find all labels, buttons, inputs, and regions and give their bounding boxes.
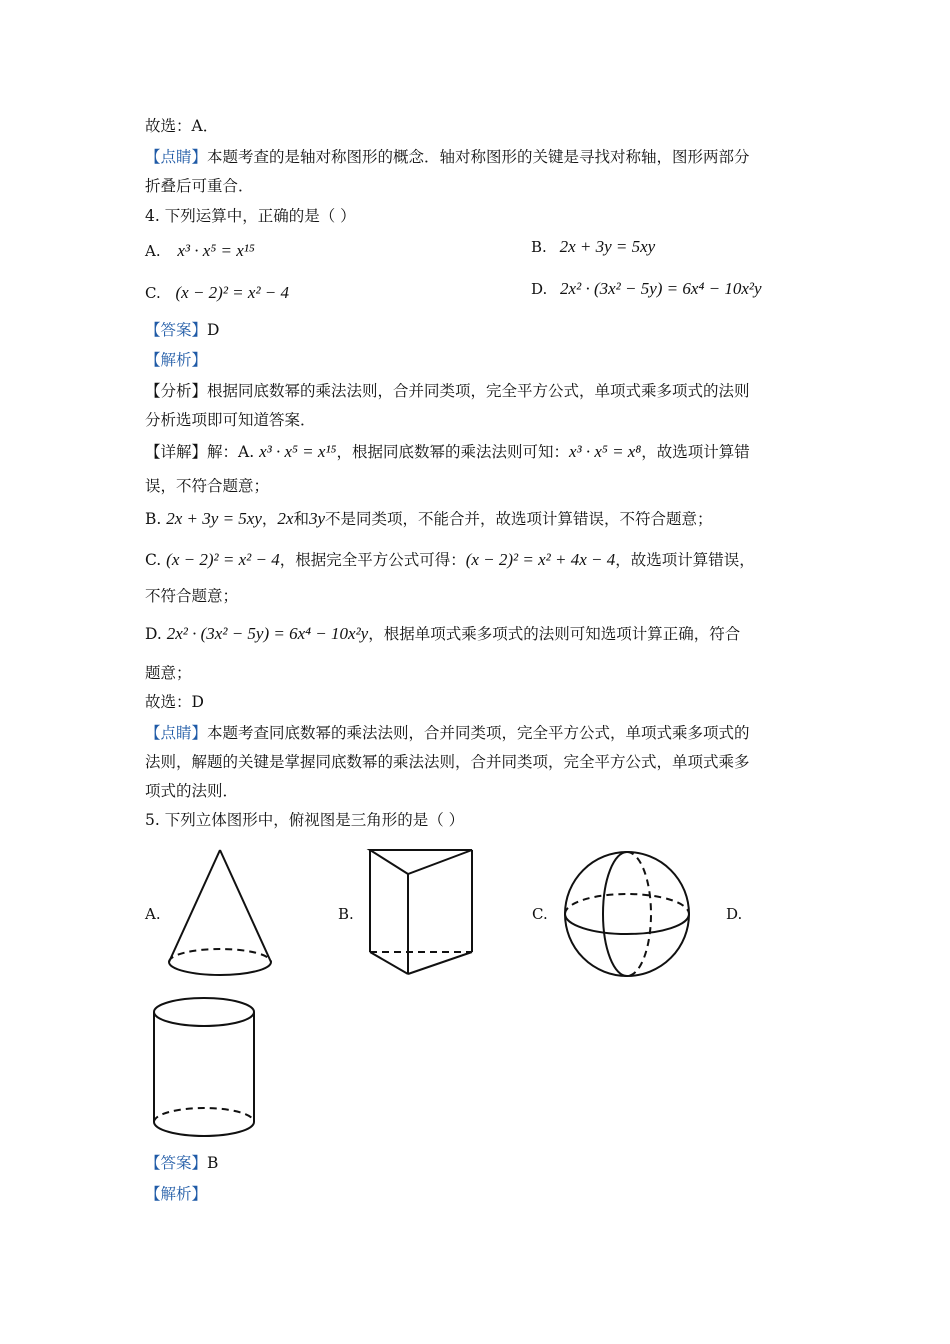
jiexi-4-tag: 【解析】 <box>145 351 208 369</box>
xiangjie-b-post: 不是同类项，不能合并，故选项计算错误，不符合题意； <box>325 510 713 528</box>
answer-4 <box>145 320 219 340</box>
q4-option-c-expr: (x − 2)² = x² − 4 <box>175 283 290 302</box>
answer-4-tag: 【答案】 <box>145 321 208 339</box>
dianjing-4-tag: 【点睛】 <box>145 724 208 742</box>
dianjing-4-text: 本题考查同底数幂的乘法法则，合并同类项，完全平方公式，单项式乘多项式的 <box>207 724 750 742</box>
jiexi-5 <box>145 1184 207 1204</box>
xiangjie-d-cont: 题意； <box>145 664 192 682</box>
line-gu-xuan-a: 故选：A． <box>145 117 219 135</box>
xiangjie-c <box>145 550 755 570</box>
question-4: 4. 下列运算中，正确的是（ ） <box>145 207 356 225</box>
q4-option-a-expr: x³ · x⁵ = x¹⁵ <box>177 241 255 260</box>
jiexi-4 <box>145 350 207 370</box>
xiangjie-a-expr1: x³ · x⁵ = x¹⁵ <box>259 442 337 461</box>
xiangjie-c-post: ，故选项计算错误， <box>615 551 755 569</box>
q4-option-d-label: D. <box>531 280 548 298</box>
q4-option-b-expr: 2x + 3y = 5xy <box>559 237 656 256</box>
xiangjie-b-expr: 2x + 3y = 5xy <box>166 509 262 528</box>
xiangjie-b-expr2: 2x <box>277 509 294 528</box>
jiexi-5-tag: 【解析】 <box>145 1185 208 1203</box>
answer-5 <box>145 1153 218 1173</box>
xiangjie-d-expr: 2x² · (3x² − 5y) = 6x⁴ − 10x²y <box>166 624 369 643</box>
q4-option-c-label: C. <box>145 284 161 302</box>
xiangjie-b-mid1: ， <box>261 510 278 528</box>
xiangjie-a-expr2: x³ · x⁵ = x⁸ <box>568 442 642 461</box>
cone-icon <box>164 846 276 978</box>
xiangjie-c-pre: C. <box>145 551 162 569</box>
cylinder-icon <box>150 994 258 1142</box>
dianjing-4-cont1: 法则，解题的关键是掌握同底数幂的乘法法则，合并同类项，完全平方公式，单项式乘多 <box>145 753 750 771</box>
triangular-prism-icon <box>366 846 476 978</box>
answer-5-tag: 【答案】 <box>145 1154 208 1172</box>
answer-4-value: D <box>207 321 220 339</box>
xiangjie-a-post: ，故选项计算错 <box>641 443 750 461</box>
xiangjie-c-mid: ，根据完全平方公式可得： <box>279 551 466 569</box>
xiangjie-c-expr2: (x − 2)² = x² + 4x − 4 <box>465 550 616 569</box>
fenxi-text: 根据同底数幂的乘法法则，合并同类项，完全平方公式，单项式乘多项式的法则 <box>207 382 750 400</box>
xiangjie-b-expr3: 3y <box>308 509 326 528</box>
xiangjie-a-mid: ，根据同底数幂的乘法法则可知： <box>336 443 569 461</box>
q5-label-a: A. <box>145 905 161 923</box>
fenxi-tag: 【分析】 <box>145 382 208 400</box>
q4-option-a-label: A. <box>145 242 161 260</box>
xiangjie-c-cont: 不符合题意； <box>145 587 239 605</box>
q4-option-d <box>531 278 762 300</box>
xiangjie-d-pre: D. <box>145 625 162 643</box>
xiangjie-a-pre: 解：A. <box>207 443 255 461</box>
question-5: 5. 下列立体图形中，俯视图是三角形的是（ ） <box>145 811 465 829</box>
dianjing-text: 本题考查的是轴对称图形的概念．轴对称图形的关键是寻找对称轴，图形两部分 <box>207 148 750 166</box>
fenxi-text-cont: 分析选项即可知道答案． <box>145 411 316 429</box>
dianjing-paragraph <box>145 147 750 167</box>
xiangjie-a <box>145 442 750 462</box>
xiangjie-b-pre: B. <box>145 510 162 528</box>
xiangjie-b-mid2: 和 <box>293 510 309 528</box>
sphere-icon <box>561 848 693 980</box>
dianjing-4 <box>145 723 750 743</box>
q5-label-d: D. <box>726 905 743 923</box>
fenxi-paragraph <box>145 381 750 401</box>
answer-5-value: B <box>207 1154 219 1172</box>
dianjing-4-cont2: 项式的法则． <box>145 782 239 800</box>
q4-option-b-label: B. <box>531 238 547 256</box>
dianjing-tag: 【点睛】 <box>145 148 208 166</box>
xiangjie-a-cont: 误，不符合题意； <box>145 477 270 495</box>
gu-xuan-d: 故选：D <box>145 693 204 711</box>
q4-option-c <box>145 282 289 304</box>
xiangjie-tag: 【详解】 <box>145 443 208 461</box>
xiangjie-d <box>145 624 740 644</box>
dianjing-text-cont: 折叠后可重合． <box>145 177 254 195</box>
q5-label-c: C. <box>532 905 548 923</box>
xiangjie-b <box>145 509 713 529</box>
q4-option-d-expr: 2x² · (3x² − 5y) = 6x⁴ − 10x²y <box>560 279 762 298</box>
xiangjie-d-post: ，根据单项式乘多项式的法则可知选项计算正确，符合 <box>368 625 741 643</box>
q5-label-b: B. <box>338 905 354 923</box>
q4-option-b <box>531 236 655 258</box>
q4-option-a <box>145 240 255 262</box>
xiangjie-c-expr: (x − 2)² = x² − 4 <box>166 550 280 569</box>
